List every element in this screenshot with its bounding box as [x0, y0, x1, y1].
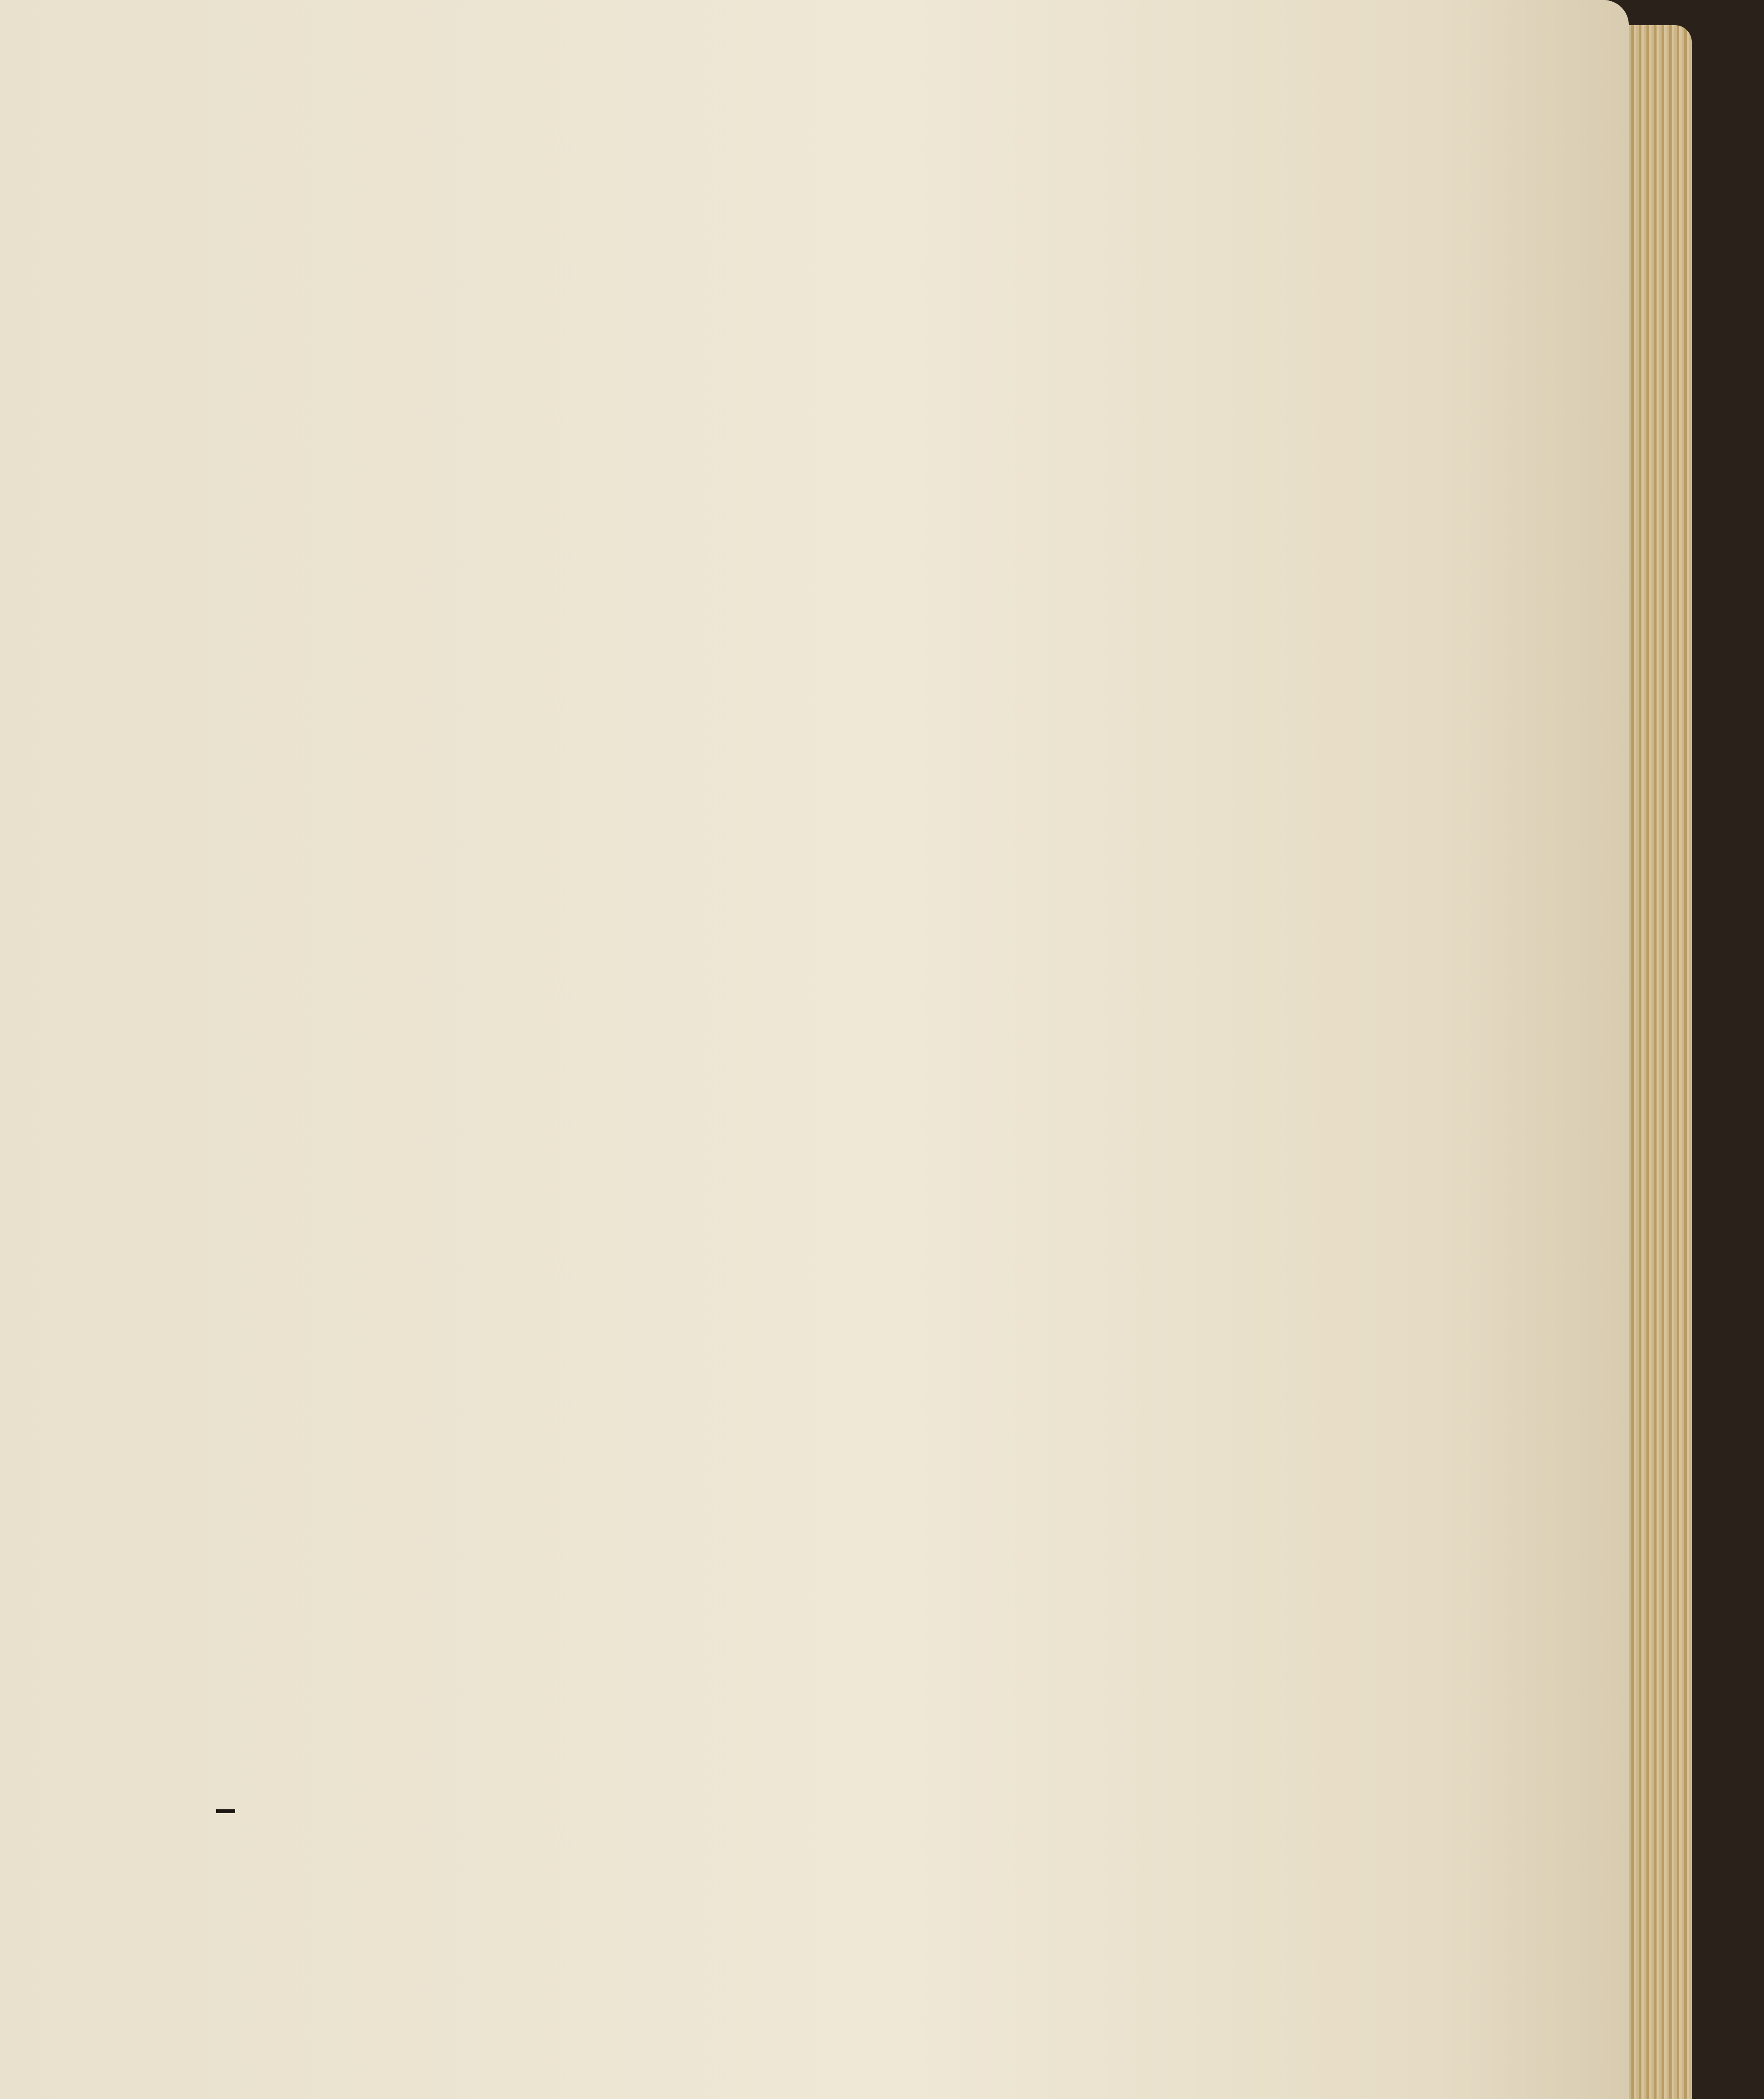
- divider: [216, 1809, 235, 1813]
- page-edge: [1629, 25, 1692, 2099]
